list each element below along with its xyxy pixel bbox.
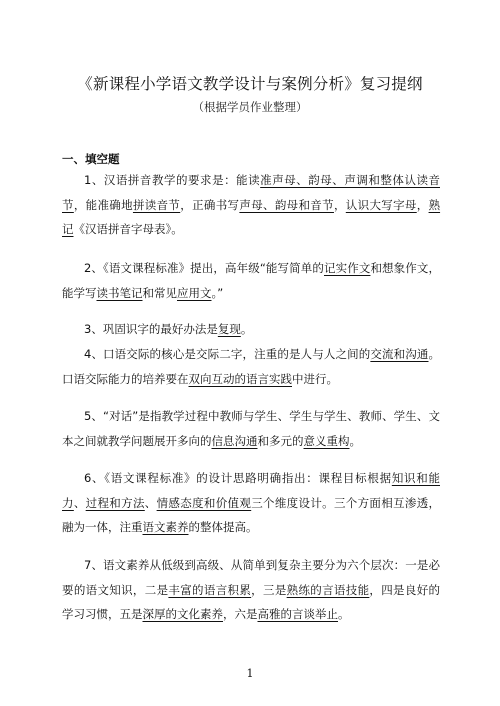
answer-text: 语文素养	[142, 520, 189, 535]
paragraph-text: 三个维度设计。三个方面相互渗透，融为一体，注重	[62, 495, 441, 535]
paragraph-text: 1、汉语拼音教学的要求是：能读	[84, 173, 261, 187]
answer-text: 熟记	[62, 197, 441, 237]
page-number: 1	[246, 667, 254, 680]
answer-text: 双向互动的语言实践	[188, 371, 292, 386]
paragraph-text: 中进行。	[292, 371, 338, 386]
paragraph-text: 。	[338, 607, 350, 622]
answer-text: 交流和沟通	[370, 347, 429, 361]
answer-text: 准声母、韵母、声调和整体认读音节	[62, 173, 440, 212]
paragraph-1	[62, 168, 440, 242]
answer-text: 过程和方法	[85, 495, 145, 510]
paragraph-text: 。	[240, 322, 253, 336]
paragraph-7	[62, 553, 440, 627]
paragraph-text: ，	[333, 197, 346, 212]
paragraph-text: 。”	[211, 285, 224, 300]
paragraph-text: 。	[349, 433, 361, 448]
paragraph-text: 《汉语拼音字母表》。	[73, 222, 183, 237]
answer-text: 应用文	[177, 285, 212, 300]
paragraph-2	[62, 256, 440, 305]
answer-text: 知识和能力	[62, 471, 440, 510]
answer-text: 信息沟通	[211, 433, 258, 448]
paragraph-text: 的整体提高。	[188, 520, 258, 535]
answer-text: 记实作文	[323, 261, 371, 275]
paragraph-text: 2、《语文课程标准》提出，高年级“能写简单的	[84, 261, 324, 275]
section-heading: 一、填空题	[62, 152, 120, 166]
paragraph-text: ，四是良好的学习习惯，五是	[62, 582, 441, 622]
paragraph-text: 、	[144, 495, 157, 510]
paragraph-5	[62, 404, 440, 453]
paragraph-text: 。口语交际能力的培养要在	[62, 347, 440, 386]
document-subtitle: （根据学员作业整理）	[192, 100, 308, 114]
paragraph-text: 7、语文素养从低级到高级、从简单到复杂主要分为六个层次：一是必要的语文知识，二是	[62, 558, 440, 597]
paragraph-text: 6、《语文课程标准》的设计思路明确指出：课程目标根据	[84, 471, 392, 485]
paragraph-text: 4、口语交际的核心是交际二字，注重的是人与人之间的	[84, 347, 371, 361]
answer-text: 丰富的语言积累	[168, 582, 252, 597]
paragraph-text: ，能准确地	[73, 197, 133, 212]
answer-text: 复现	[217, 322, 241, 336]
answer-text: 熟练的言语技能	[286, 582, 370, 597]
answer-text: 深厚的文化素养	[142, 607, 223, 622]
paragraph-text: 3、巩固识字的最好办法是	[84, 322, 218, 336]
paragraph-text: ，	[416, 197, 429, 212]
paragraph-6	[62, 466, 440, 540]
paragraph-text: 和常见	[142, 285, 177, 300]
answer-text: 认识大写字母	[345, 197, 417, 212]
answer-text: 意义重构	[303, 433, 350, 448]
answer-text: 声母、韵母和音节	[239, 197, 334, 212]
paragraph-4	[62, 342, 440, 391]
answer-text: 高雅的言谈举止	[257, 607, 338, 622]
paragraph-text: 和多元的	[257, 433, 304, 448]
paragraph-text: 、	[73, 495, 86, 510]
answer-text: 情感态度和价值观	[156, 495, 252, 510]
answer-text: 拼读音节	[132, 197, 181, 212]
paragraph-text: 和想象作文，能学写	[62, 261, 440, 300]
paragraph-text: 5、“对话”是指教学过程中教师与学生、学生与学生、教师、学生、文本之间就教学问题展开多向的	[62, 409, 440, 448]
paragraph-3	[62, 317, 440, 342]
paragraph-text: ，六是	[223, 607, 258, 622]
paragraph-text: ，正确书写	[180, 197, 240, 212]
paragraph-text: ，三是	[251, 582, 287, 597]
answer-text: 读书笔记	[96, 285, 143, 300]
document-title: 《新课程小学语文教学设计与案例分析》复习提纲	[77, 75, 423, 93]
